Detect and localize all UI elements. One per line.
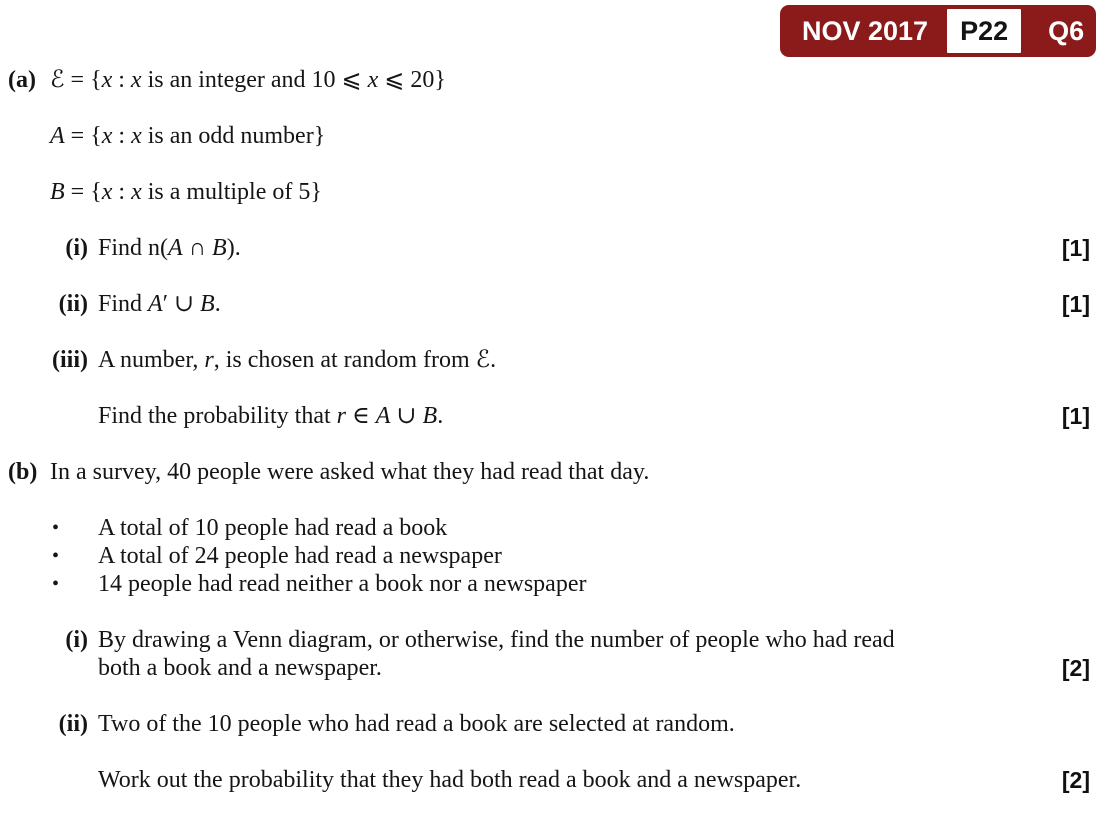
item-ii-label: (ii): [58, 711, 88, 737]
question-page: [0, 66, 1100, 822]
part-b-item-ii-continued: [8, 766, 1090, 794]
indent-spacer: [8, 122, 50, 150]
marks-badge: [1]: [1061, 291, 1090, 317]
indent-spacer: [8, 766, 50, 794]
marks-badge: [1]: [1061, 403, 1090, 429]
bullet-item: [8, 542, 1090, 570]
item-ii-text-line2: Work out the probability that they had both read a book and a newspaper.: [98, 767, 802, 793]
part-b-label: (b): [8, 459, 38, 485]
part-a-item-iii-continued: [8, 402, 1090, 430]
item-i-label: (i): [65, 627, 88, 653]
item-ii-text-line1: Two of the 10 people who had read a book are selected at random.: [98, 711, 735, 737]
indent-spacer: [50, 402, 98, 430]
item-iii-text-line1: A number, r, is chosen at random from ℰ.: [98, 347, 497, 373]
indent-spacer: [8, 514, 50, 542]
indent-spacer: [8, 570, 50, 598]
part-b-intro-text: In a survey, 40 people were asked what they had read that day.: [50, 459, 650, 485]
part-b-item-i: [8, 626, 1090, 682]
indent-spacer: [8, 710, 50, 738]
indent-spacer: [8, 178, 50, 206]
set-b-definition: B = {x : x is a multiple of 5}: [50, 179, 322, 205]
bullet-text: A total of 24 people had read a newspaper: [98, 543, 502, 569]
marks-badge: [2]: [1061, 767, 1090, 793]
part-b-item-ii: [8, 710, 1090, 738]
part-a-set-a: [8, 122, 1090, 150]
question-number-label: Q6: [1048, 15, 1085, 46]
item-i-text: By drawing a Venn diagram, or otherwise, find the number of people who had read both a book and a newspaper.: [98, 627, 895, 681]
item-iii-text-line2: Find the probability that r ∈ A ∪ B.: [98, 403, 444, 429]
bullet-icon: •: [52, 545, 60, 567]
bullet-icon: •: [52, 517, 60, 539]
indent-spacer: [8, 626, 50, 682]
exam-session-label: NOV 2017: [802, 15, 929, 46]
item-i-text: Find n(A ∩ B).: [98, 235, 241, 261]
part-a-label: (a): [8, 67, 36, 93]
part-b-intro: [8, 458, 1090, 486]
bullet-item: [8, 570, 1090, 598]
part-a-item-iii: [8, 346, 1090, 374]
universal-set-definition: ℰ = {x : x is an integer and 10 ⩽ x ⩽ 20}: [50, 67, 446, 93]
indent-spacer: [8, 234, 50, 262]
marks-badge: [1]: [1061, 235, 1090, 261]
item-i-label: (i): [65, 235, 88, 261]
indent-spacer: [8, 346, 50, 374]
marks-badge: [2]: [1061, 655, 1090, 681]
paper-number-box: [947, 9, 1021, 53]
part-a-set-b: [8, 178, 1090, 206]
bullet-icon: •: [52, 573, 60, 595]
bullet-text: A total of 10 people had read a book: [98, 515, 448, 541]
part-a-item-i: [8, 234, 1090, 262]
part-a-set-universal: [8, 66, 1090, 94]
question-reference-badge: [780, 5, 1096, 57]
paper-number-label: P22: [960, 15, 1009, 46]
set-a-definition: A = {x : x is an odd number}: [50, 123, 326, 149]
bullet-item: [8, 514, 1090, 542]
indent-spacer: [8, 542, 50, 570]
item-ii-label: (ii): [58, 291, 88, 317]
indent-spacer: [8, 402, 50, 430]
item-iii-label: (iii): [52, 347, 88, 373]
bullet-text: 14 people had read neither a book nor a newspaper: [98, 571, 587, 597]
item-ii-text: Find A′ ∪ B.: [98, 291, 221, 317]
part-a-item-ii: [8, 290, 1090, 318]
indent-spacer: [50, 766, 98, 794]
indent-spacer: [8, 290, 50, 318]
